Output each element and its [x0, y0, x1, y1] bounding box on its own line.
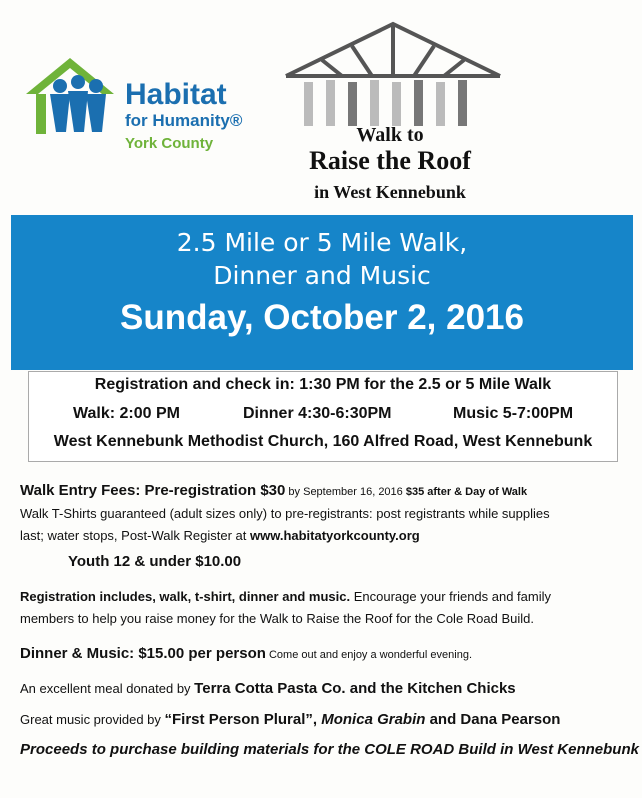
meal-line: [20, 680, 516, 697]
dinner-note: Come out and enjoy a wonderful evening.: [265, 649, 472, 661]
dinner-label: Dinner & Music: $15.00 per person: [20, 645, 266, 662]
date-banner: [11, 215, 633, 370]
event-location: West Kennebunk Methodist Church, 160 Alfred Road, West Kennebunk: [53, 433, 593, 450]
banner-line1: 2.5 Mile or 5 Mile Walk,: [176, 228, 468, 257]
house-people-icon: [22, 58, 122, 138]
includes-line1: [20, 589, 551, 604]
event-title-line1: Walk to: [356, 124, 424, 146]
includes-bold: Registration includes, walk, t-shirt, dinner and music.: [20, 589, 351, 604]
schedule-box: [28, 371, 618, 462]
tshirt-line2: [20, 528, 420, 543]
event-date: Sunday, October 2, 2016: [120, 298, 524, 337]
registration-time: Registration and check in: 1:30 PM for the 2.5 or 5 Mile Walk: [94, 376, 552, 393]
meal-text: An excellent meal donated by: [20, 681, 195, 696]
music-artist: Monica Grabin: [321, 711, 426, 728]
proceeds-line: Proceeds to purchase building materials for the COLE ROAD Build in West Kennebunk: [20, 741, 639, 758]
dinner-time: Dinner 4:30-6:30PM: [243, 405, 392, 422]
youth-fee: Youth 12 & under $10.00: [68, 553, 242, 570]
music-artist2: and Dana Pearson: [425, 711, 561, 728]
tshirt-line2-text: last; water stops, Post-Walk Register at: [20, 528, 250, 543]
music-time: Music 5-7:00PM: [453, 405, 574, 422]
website-link[interactable]: www.habitatyorkcounty.org: [249, 528, 420, 543]
banner-line2: Dinner and Music: [213, 260, 431, 290]
dinner-line: [20, 645, 472, 662]
includes-rest: Encourage your friends and family: [350, 589, 552, 604]
event-title: [270, 124, 510, 202]
meal-donors: Terra Cotta Pasta Co. and the Kitchen Chicks: [194, 680, 516, 697]
fees-after: $35 after & Day of Walk: [405, 486, 528, 498]
logo-name-line2: for Humanity®: [125, 111, 243, 130]
event-title-line2: Raise the Roof: [309, 146, 471, 176]
music-band: “First Person Plural”,: [164, 711, 322, 728]
logo-county: York County: [125, 135, 214, 152]
logo-name-line1: Habitat: [125, 78, 227, 111]
includes-line2: members to help you raise money for the Walk to Raise the Roof for the Cole Road Build.: [20, 611, 534, 626]
walk-time: Walk: 2:00 PM: [73, 405, 180, 422]
event-title-line3: in West Kennebunk: [314, 181, 466, 202]
tshirt-line1: Walk T-Shirts guaranteed (adult sizes only) to pre-registrants: post registrants while supplies: [20, 506, 550, 521]
music-line: [20, 711, 560, 728]
fees-note: by September 16, 2016: [285, 486, 406, 498]
fees-label: Walk Entry Fees: Pre-registration $30: [20, 482, 286, 499]
fees-line: [20, 482, 527, 499]
roof-hands-icon: [282, 20, 504, 130]
music-text: Great music provided by: [20, 712, 165, 727]
habitat-logo: [22, 58, 262, 158]
